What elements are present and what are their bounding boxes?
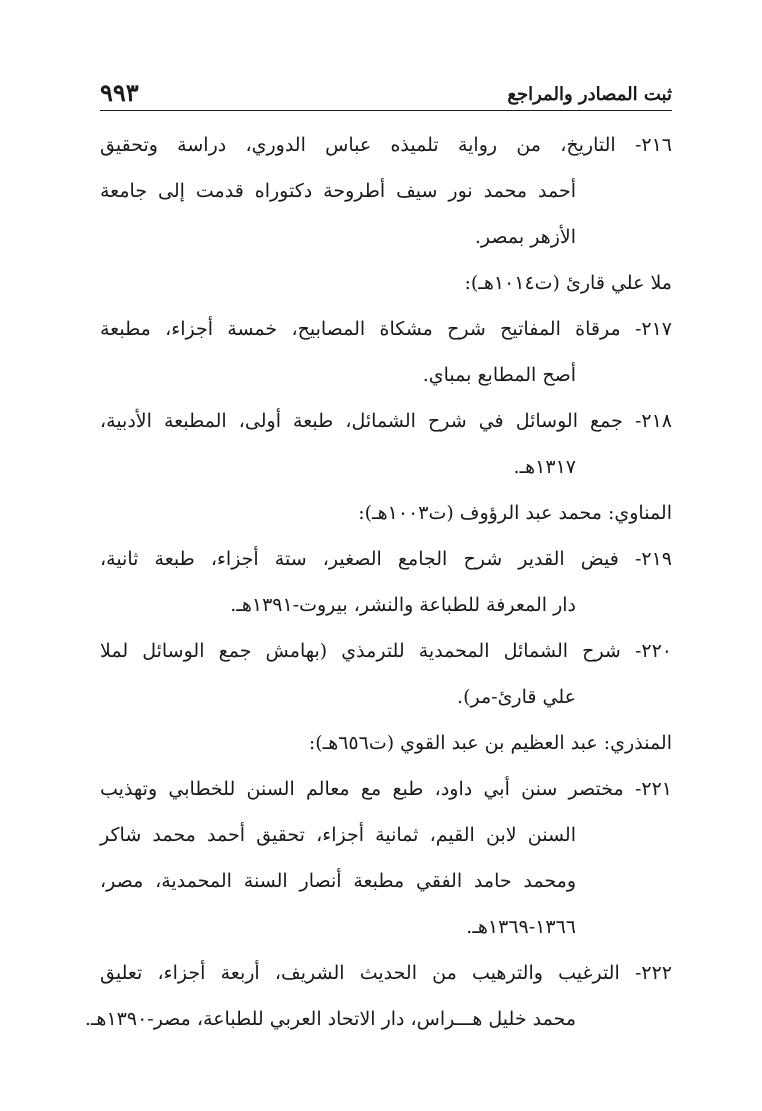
entry-221-line-1: ٢٢١- مختصر سنن أبي داود، طبع مع معالم السنن للخطابي وتهذيب xyxy=(100,778,672,800)
entry-221-line-2: السنن لابن القيم، ثمانية أجزاء، تحقيق أحمد محمد شاكر xyxy=(100,824,576,846)
entry-216-line-1: ٢١٦- التاريخ، من رواية تلميذه عباس الدوري، دراسة وتحقيق xyxy=(100,134,672,156)
entry-219-line-2: دار المعرفة للطباعة والنشر، بيروت-١٣٩١هـ. xyxy=(230,594,576,616)
author-heading-al-manawi: المناوي: محمد عبد الرؤوف (ت١٠٠٣هـ): xyxy=(358,502,672,524)
author-heading-mulla-ali-qari: ملا علي قارئ (ت١٠١٤هـ): xyxy=(464,272,672,294)
entry-220-line-2: علي قارئ-مر). xyxy=(457,686,576,708)
entry-222-line-2: محمد خليل هـــراس، دار الاتحاد العربي للطباعة، مصر-١٣٩٠هـ. xyxy=(84,1008,576,1030)
entry-222-line-1: ٢٢٢- الترغيب والترهيب من الحديث الشريف، أربعة أجزاء، تعليق xyxy=(100,962,672,984)
entry-216-line-3: الأزهر بمصر. xyxy=(474,226,576,248)
entry-216-line-2: أحمد محمد نور سيف أطروحة دكتوراه قدمت إلى جامعة xyxy=(100,180,576,202)
author-heading-al-mundhiri: المنذري: عبد العظيم بن عبد القوي (ت٦٥٦هـ): xyxy=(308,732,672,754)
running-title: ثبت المصادر والمراجع xyxy=(507,84,672,105)
entry-221-line-3: ومحمد حامد الفقي مطبعة أنصار السنة المحمدية، مصر، xyxy=(100,870,576,892)
entry-217-line-1: ٢١٧- مرقاة المفاتيح شرح مشكاة المصابيح، خمسة أجزاء، مطبعة xyxy=(100,318,672,340)
entry-219-line-1: ٢١٩- فيض القدير شرح الجامع الصغير، ستة أجزاء، طبعة ثانية، xyxy=(100,548,672,570)
page-header xyxy=(100,78,672,110)
entry-218-line-1: ٢١٨- جمع الوسائل في شرح الشمائل، طبعة أولى، المطبعة الأدبية، xyxy=(100,410,672,432)
header-rule xyxy=(100,110,672,111)
bibliography-text xyxy=(84,122,672,1042)
entry-220-line-1: ٢٢٠- شرح الشمائل المحمدية للترمذي (بهامش جمع الوسائل لملا xyxy=(100,640,672,662)
page-number: ٩٩٣ xyxy=(100,78,139,107)
entry-221-line-4: ١٣٦٦-١٣٦٩هـ. xyxy=(466,916,576,938)
entry-217-line-2: أصح المطابع بمباي. xyxy=(422,364,576,386)
entry-218-line-2: ١٣١٧هـ. xyxy=(513,456,576,478)
